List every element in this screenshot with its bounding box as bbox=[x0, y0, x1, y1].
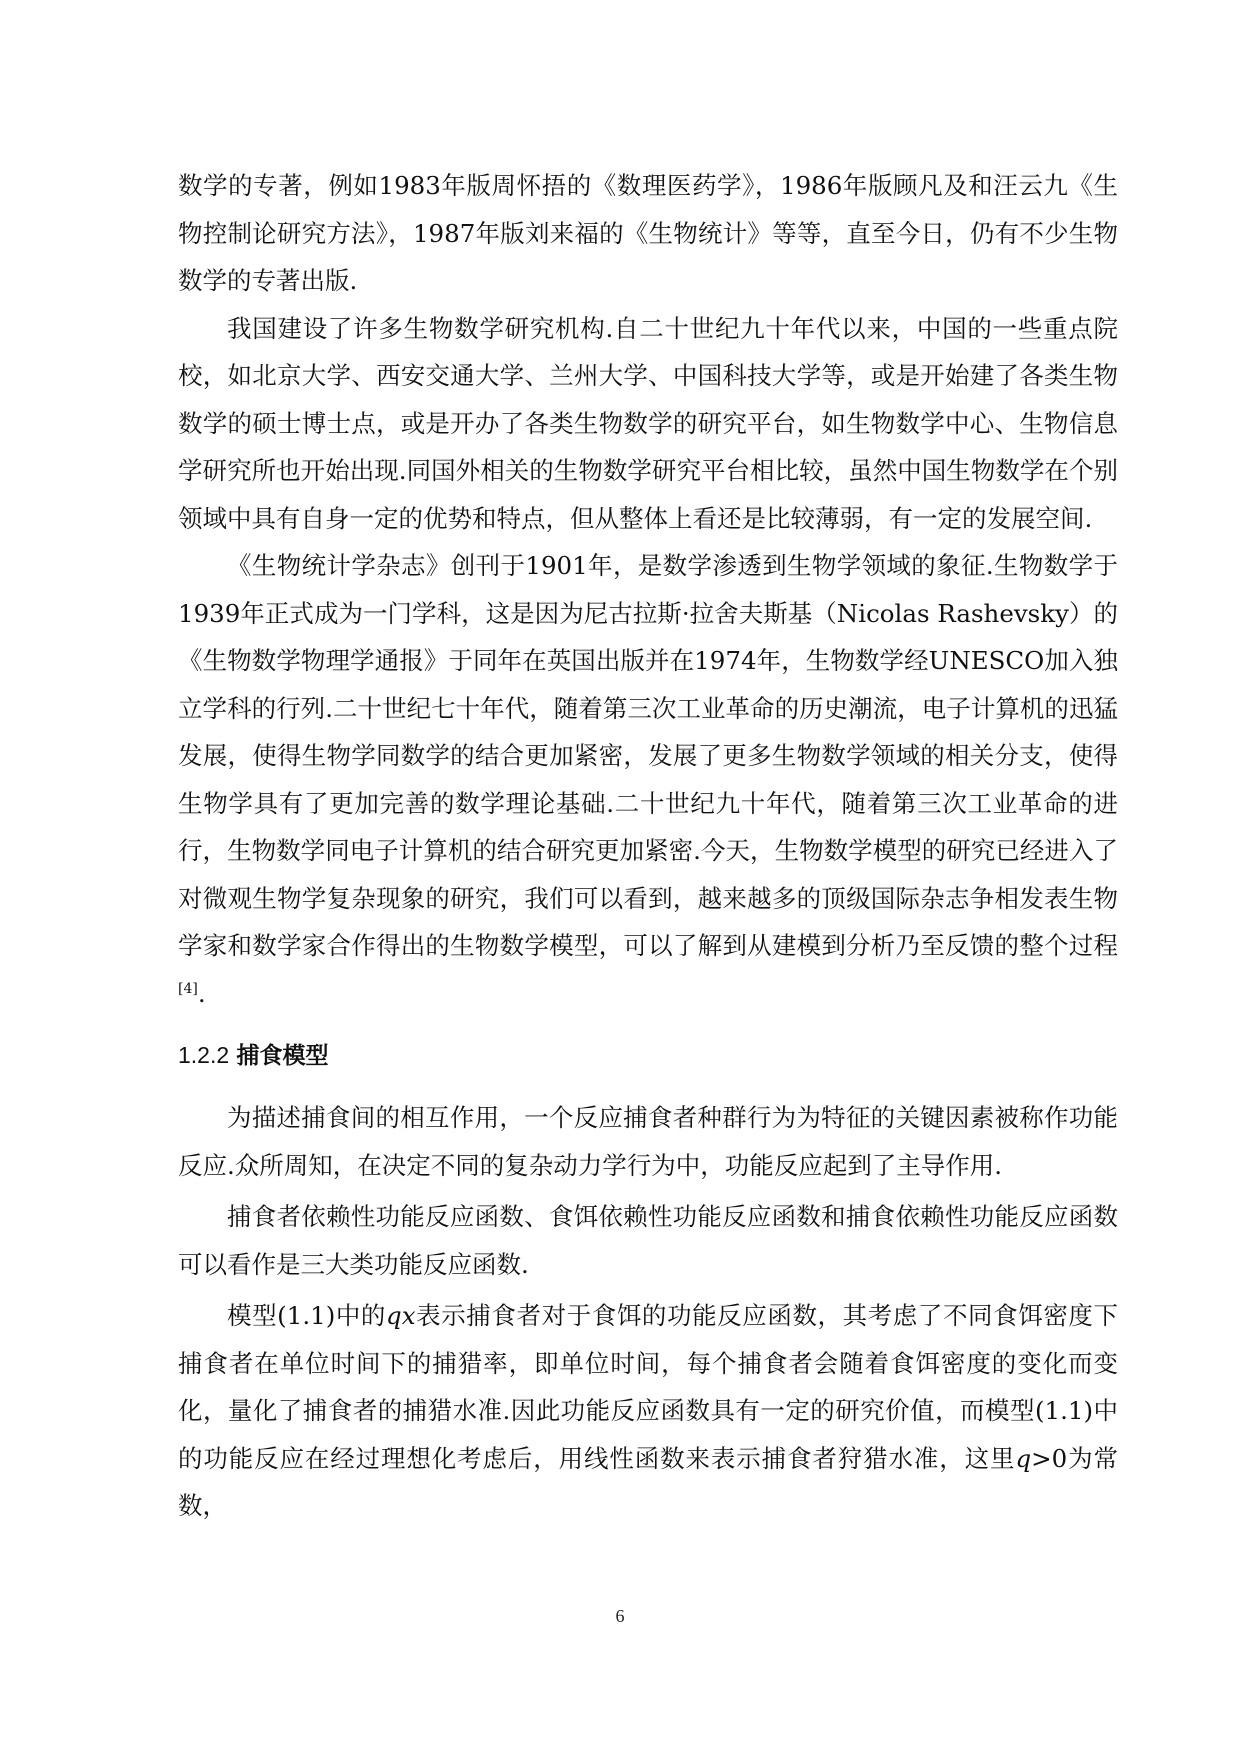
paragraph-functional-response: 为描述捕食间的相互作用，一个反应捕食者种群行为为特征的关键因素被称作功能反应.众所周知，在决定不同的复杂动力学行为中，功能反应起到了主导作用. bbox=[178, 1103, 1118, 1180]
section-title: 捕食模型 bbox=[236, 1043, 329, 1069]
model-text-1: 模型(1.1)中的 bbox=[227, 1301, 387, 1330]
model-text-3: >0为常数， bbox=[178, 1443, 1118, 1520]
paragraph-model bbox=[178, 1292, 1118, 1530]
model-text-2: 表示捕食者对于食饵的功能反应函数，其考虑了不同食饵密度下捕食者在单位时间下的捕猎率，即单位时间，每个捕食者会随着食饵密度的变化而变化，量化了捕食者的捕猎水准.因此功能反应函数具有一定的研究价值，而模型(1.1)中的功能反应在经过理想化考虑后，用线性函数来表示捕食者狩猎水准，这里 bbox=[178, 1301, 1118, 1473]
section-heading bbox=[178, 1035, 1118, 1076]
page-number: 6 bbox=[615, 1606, 625, 1626]
paragraph-continuation: 数学的专著，例如1983年版周怀捂的《数理医药学》，1986年版顾凡及和汪云九《生物控制论研究方法》，1987年版刘来福的《生物统计》等等，直至今日，仍有不少生物数学的专著出版. bbox=[178, 171, 1118, 295]
math-q: q bbox=[1015, 1443, 1032, 1473]
math-qx: qx bbox=[386, 1301, 416, 1330]
paragraph-history-text: 《生物统计学杂志》创刊于1901年，是数学渗透到生物学领域的象征.生物数学于1939年正式成为一门学科，这是因为尼古拉斯·拉舍夫斯基（Nicolas Rashevsky）的《生物数学物理学通报》于同年在英国出版并在1974年，生物数学经UNESCO加入独立学科的行列.二十世纪七十年代，随着第三次工业革命的历史潮流，电子计算机的迅猛发展，使得生物学同数学的结合更加紧密，发展了更多生物数学领域的相关分支，使得生物学具有了更加完善的数学理论基础.二十世纪九十年代，随着第三次工业革命的进行，生物数学同电子计算机的结合研究更加紧密.今天，生物数学模型的研究已经进入了对微观生物学复杂现象的研究，我们可以看到，越来越多的顶级国际杂志争相发表生物学家和数学家合作得出的生物数学模型，可以了解到从建模到分析乃至反馈的整个过程 bbox=[178, 551, 1118, 960]
citation-ref: [4] bbox=[178, 980, 198, 997]
body-text bbox=[178, 162, 1118, 1530]
paragraph-three-classes: 捕食者依赖性功能反应函数、食饵依赖性功能反应函数和捕食依赖性功能反应函数可以看作是三大类功能反应函数. bbox=[178, 1202, 1118, 1279]
paragraph-history bbox=[178, 542, 1118, 1017]
citation-period: . bbox=[197, 978, 206, 1008]
paragraph-research-institutions: 我国建设了许多生物数学研究机构.自二十世纪九十年代以来，中国的一些重点院校，如北京大学、西安交通大学、兰州大学、中国科技大学等，或是开始建了各类生物数学的硕士博士点，或是开办了各类生物数学的研究平台，如生物数学中心、生物信息学研究所也开始出现.同国外相关的生物数学研究平台相比较，虽然中国生物数学在个别领域中具有自身一定的优势和特点，但从整体上看还是比较薄弱，有一定的发展空间. bbox=[178, 313, 1118, 533]
section-number: 1.2.2 bbox=[178, 1042, 230, 1068]
